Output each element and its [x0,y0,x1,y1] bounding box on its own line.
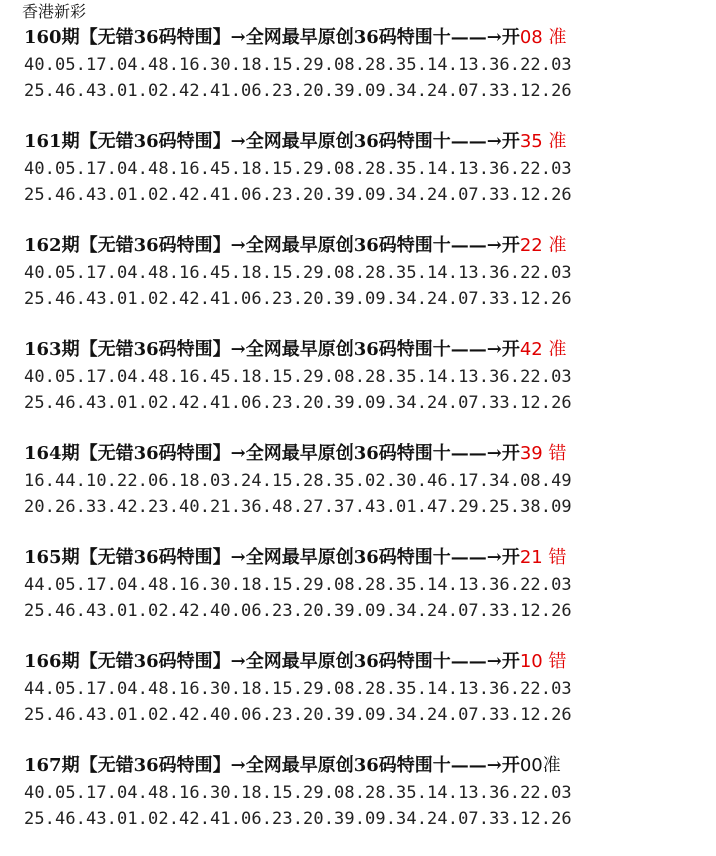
number-line-2: 25.46.43.01.02.42.40.06.23.20.39.09.34.24.07.33.12.26 [24,601,572,621]
headline-text: 162期【无错36码特围】→全网最早原创36码特围十——→开 [24,235,520,256]
number-line-2: 25.46.43.01.02.42.40.06.23.20.39.09.34.24.07.33.12.26 [24,705,572,725]
headline-text: 166期【无错36码特围】→全网最早原创36码特围十——→开 [24,651,520,672]
number-line-2: 25.46.43.01.02.42.41.06.23.20.39.09.34.24.07.33.12.26 [24,809,572,829]
prediction-block-163 [24,336,704,440]
prediction-block-165 [24,544,704,648]
number-line-1: 44.05.17.04.48.16.30.18.15.29.08.28.35.14.13.36.22.03 [24,679,572,699]
prediction-headline [24,544,704,572]
result-badge: 35 准 [519,131,567,152]
prediction-headline [24,232,704,260]
result-badge: 08 准 [519,27,567,48]
number-line-1: 40.05.17.04.48.16.45.18.15.29.08.28.35.14.13.36.22.03 [24,263,572,283]
prediction-headline [24,128,704,156]
prediction-headline [24,752,704,780]
result-badge: 10 错 [519,651,567,672]
prediction-block-167 [24,752,704,856]
number-line-1: 40.05.17.04.48.16.30.18.15.29.08.28.35.14.13.36.22.03 [24,783,572,803]
number-line-2: 20.26.33.42.23.40.21.36.48.27.37.43.01.47.29.25.38.09 [24,497,572,517]
page-title: 香港新彩 [22,2,87,21]
number-line-2: 25.46.43.01.02.42.41.06.23.20.39.09.34.24.07.33.12.26 [24,393,572,413]
headline-text: 163期【无错36码特围】→全网最早原创36码特围十——→开 [24,339,520,360]
prediction-block-164 [24,440,704,544]
prediction-list [24,24,704,856]
prediction-block-161 [24,128,704,232]
prediction-headline [24,440,704,468]
headline-text: 161期【无错36码特围】→全网最早原创36码特围十——→开 [24,131,520,152]
number-line-2: 25.46.43.01.02.42.41.06.23.20.39.09.34.24.07.33.12.26 [24,81,572,101]
result-badge: 22 准 [519,235,567,256]
prediction-headline [24,24,704,52]
headline-text: 164期【无错36码特围】→全网最早原创36码特围十——→开 [24,443,520,464]
result-badge: 21 错 [519,547,567,568]
prediction-block-166 [24,648,704,752]
number-line-2: 25.46.43.01.02.42.41.06.23.20.39.09.34.24.07.33.12.26 [24,289,572,309]
number-line-2: 25.46.43.01.02.42.41.06.23.20.39.09.34.24.07.33.12.26 [24,185,572,205]
prediction-block-160 [24,24,704,128]
number-line-1: 44.05.17.04.48.16.30.18.15.29.08.28.35.14.13.36.22.03 [24,575,572,595]
prediction-headline [24,648,704,676]
headline-text: 167期【无错36码特围】→全网最早原创36码特围十——→开 [24,755,520,776]
headline-text: 160期【无错36码特围】→全网最早原创36码特围十——→开 [24,27,520,48]
result-badge: 39 错 [519,443,567,464]
number-line-1: 40.05.17.04.48.16.45.18.15.29.08.28.35.14.13.36.22.03 [24,367,572,387]
result-badge: 42 准 [519,339,567,360]
result-badge: 00准 [519,755,561,776]
prediction-headline [24,336,704,364]
prediction-block-162 [24,232,704,336]
number-line-1: 40.05.17.04.48.16.30.18.15.29.08.28.35.14.13.36.22.03 [24,55,572,75]
headline-text: 165期【无错36码特围】→全网最早原创36码特围十——→开 [24,547,520,568]
number-line-1: 40.05.17.04.48.16.45.18.15.29.08.28.35.14.13.36.22.03 [24,159,572,179]
number-line-1: 16.44.10.22.06.18.03.24.15.28.35.02.30.46.17.34.08.49 [24,471,572,491]
